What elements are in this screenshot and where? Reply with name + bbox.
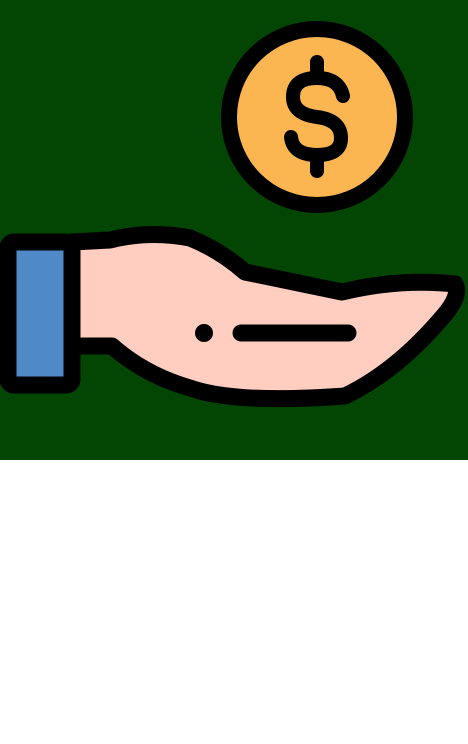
dollar-coin-icon	[229, 29, 405, 205]
palm-dot	[195, 324, 213, 342]
sleeve-cuff	[8, 242, 72, 385]
dollar-sign-icon	[291, 62, 343, 171]
blank-area	[0, 460, 468, 744]
